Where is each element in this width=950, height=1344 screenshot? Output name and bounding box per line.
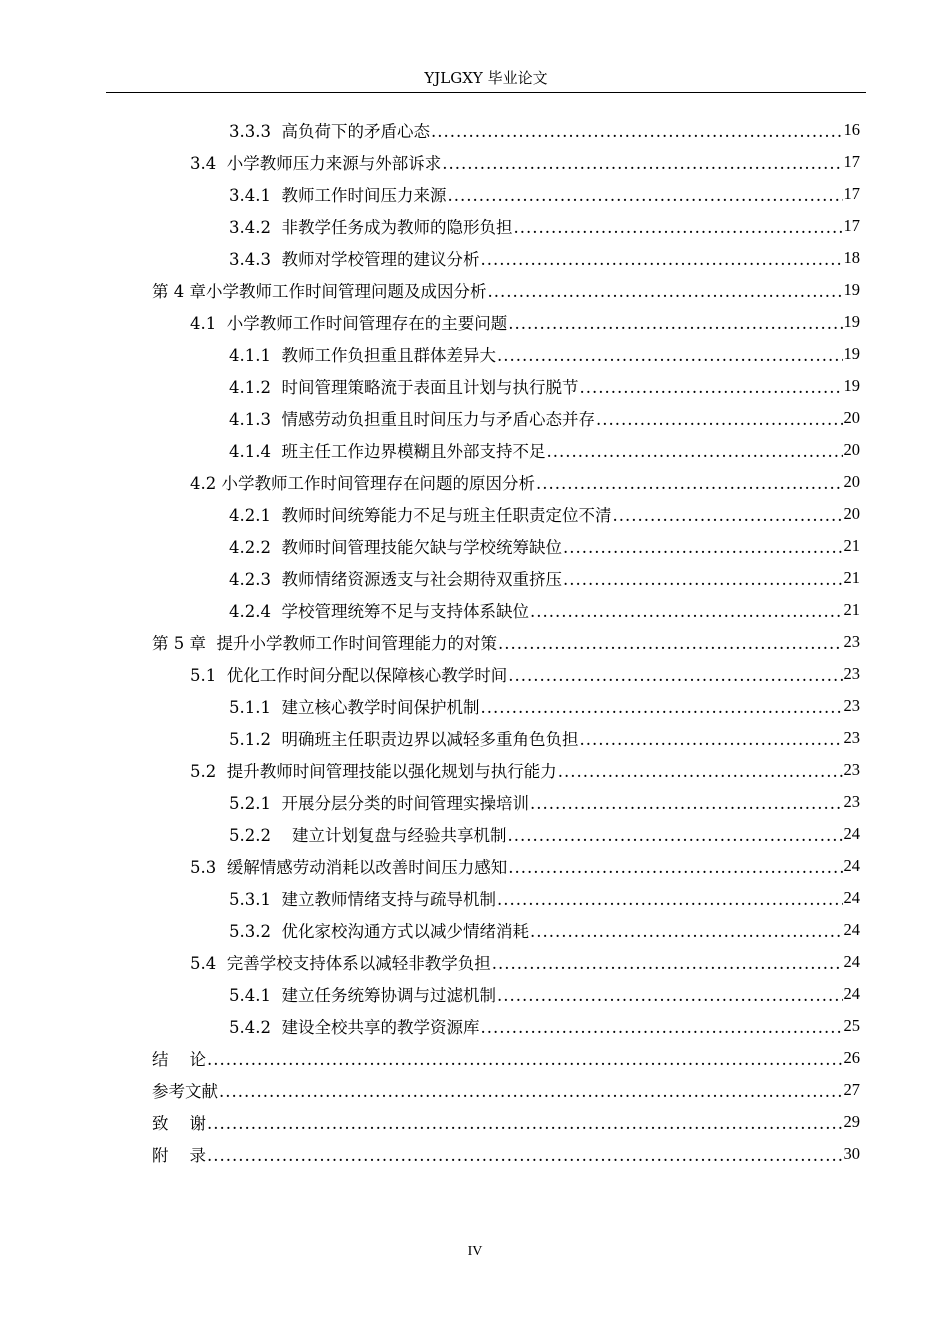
toc-entry[interactable]	[229, 882, 860, 914]
toc-entry-title: 附 录	[152, 1146, 206, 1165]
toc-entry-page-number: 19	[843, 280, 860, 299]
toc-entry-page-number: 23	[843, 728, 860, 747]
toc-dot-leader	[536, 474, 843, 493]
toc-entry-page-number: 30	[843, 1144, 860, 1163]
toc-dot-leader	[530, 922, 843, 941]
toc-entry[interactable]	[190, 658, 860, 690]
toc-entry[interactable]	[229, 370, 860, 402]
toc-dot-leader	[480, 1018, 842, 1037]
toc-dot-leader	[442, 154, 842, 173]
toc-entry-page-number: 23	[843, 664, 860, 683]
toc-entry-title: 3.3.3 高负荷下的矛盾心态	[229, 122, 430, 141]
toc-entry-title: 5.3 缓解情感劳动消耗以改善时间压力感知	[190, 858, 508, 877]
toc-entry[interactable]	[229, 178, 860, 210]
toc-dot-leader	[507, 826, 842, 845]
toc-entry[interactable]	[229, 210, 860, 242]
toc-entry-page-number: 21	[843, 600, 860, 619]
toc-entry-page-number: 23	[843, 792, 860, 811]
toc-dot-leader	[207, 1050, 843, 1069]
toc-dot-leader	[492, 954, 843, 973]
toc-dot-leader	[508, 666, 842, 685]
toc-entry-title: 第 4 章小学教师工作时间管理问题及成因分析	[152, 282, 487, 301]
toc-dot-leader	[431, 122, 843, 141]
toc-dot-leader	[488, 282, 843, 301]
toc-entry[interactable]	[229, 722, 860, 754]
toc-entry-page-number: 20	[843, 440, 860, 459]
toc-entry[interactable]	[229, 562, 860, 594]
toc-entry-page-number: 21	[843, 536, 860, 555]
toc-dot-leader	[497, 890, 843, 909]
toc-entry[interactable]	[229, 338, 860, 370]
toc-entry-title: 5.2.1 开展分层分类的时间管理实操培训	[229, 794, 529, 813]
toc-entry-title: 4.1 小学教师工作时间管理存在的主要问题	[190, 314, 508, 333]
toc-dot-leader	[447, 186, 842, 205]
toc-entry[interactable]	[190, 946, 860, 978]
toc-entry-title: 5.4.2 建设全校共享的教学资源库	[229, 1018, 480, 1037]
toc-dot-leader	[546, 442, 842, 461]
toc-entry[interactable]	[229, 402, 860, 434]
toc-entry[interactable]	[229, 690, 860, 722]
toc-dot-leader	[497, 986, 843, 1005]
toc-entry[interactable]	[152, 274, 860, 306]
toc-entry[interactable]	[190, 466, 860, 498]
toc-entry-page-number: 27	[843, 1080, 860, 1099]
toc-entry-title: 4.1.4 班主任工作边界模糊且外部支持不足	[229, 442, 546, 461]
toc-dot-leader	[207, 1146, 843, 1165]
toc-dot-leader	[508, 858, 842, 877]
toc-dot-leader	[558, 762, 843, 781]
toc-entry-page-number: 25	[843, 1016, 860, 1035]
toc-dot-leader	[579, 378, 842, 397]
toc-dot-leader	[612, 506, 842, 525]
toc-entry-title: 致 谢	[152, 1114, 206, 1133]
toc-entry[interactable]	[229, 242, 860, 274]
toc-entry[interactable]	[229, 978, 860, 1010]
toc-entry-title: 第 5 章 提升小学教师工作时间管理能力的对策	[152, 634, 497, 653]
toc-entry[interactable]	[229, 786, 860, 818]
toc-entry[interactable]	[190, 306, 860, 338]
toc-entry[interactable]	[229, 434, 860, 466]
toc-entry[interactable]	[190, 754, 860, 786]
toc-entry[interactable]	[229, 594, 860, 626]
toc-entry-title: 3.4.2 非教学任务成为教师的隐形负担	[229, 218, 513, 237]
toc-entry-page-number: 17	[843, 216, 860, 235]
page-number: IV	[467, 1244, 483, 1259]
toc-entry-page-number: 19	[843, 312, 860, 331]
toc-entry[interactable]	[229, 530, 860, 562]
toc-entry-page-number: 17	[843, 152, 860, 171]
toc-entry-page-number: 24	[843, 824, 860, 843]
toc-entry-title: 4.2.4 学校管理统筹不足与支持体系缺位	[229, 602, 529, 621]
toc-dot-leader	[508, 314, 842, 333]
toc-dot-leader	[480, 698, 842, 717]
toc-entry-page-number: 24	[843, 920, 860, 939]
toc-entry-title: 5.4 完善学校支持体系以减轻非教学负担	[190, 954, 491, 973]
toc-entry-title: 4.1.2 时间管理策略流于表面且计划与执行脱节	[229, 378, 579, 397]
toc-dot-leader	[579, 730, 842, 749]
toc-entry-title: 4.2.3 教师情绪资源透支与社会期待双重挤压	[229, 570, 562, 589]
toc-dot-leader	[480, 250, 842, 269]
toc-entry[interactable]	[229, 498, 860, 530]
toc-entry-title: 4.2 小学教师工作时间管理存在问题的原因分析	[190, 474, 535, 493]
toc-entry-title: 4.2.1 教师时间统筹能力不足与班主任职责定位不清	[229, 506, 612, 525]
toc-entry-page-number: 21	[843, 568, 860, 587]
toc-entry-page-number: 24	[843, 856, 860, 875]
toc-dot-leader	[497, 346, 843, 365]
toc-dot-leader	[563, 538, 843, 557]
toc-entry-page-number: 18	[843, 248, 860, 267]
toc-entry-page-number: 24	[843, 952, 860, 971]
toc-entry[interactable]	[229, 818, 860, 850]
toc-entry[interactable]	[229, 1010, 860, 1042]
toc-entry-page-number: 23	[843, 760, 860, 779]
toc-entry[interactable]	[190, 146, 860, 178]
toc-entry-title: 参考文献	[152, 1082, 218, 1101]
toc-dot-leader	[563, 570, 843, 589]
toc-entry-page-number: 19	[843, 344, 860, 363]
toc-entry-page-number: 20	[843, 472, 860, 491]
toc-entry-page-number: 23	[843, 696, 860, 715]
toc-dot-leader	[498, 634, 843, 653]
toc-entry-title: 4.1.1 教师工作负担重且群体差异大	[229, 346, 496, 365]
toc-entry-title: 3.4 小学教师压力来源与外部诉求	[190, 154, 442, 173]
toc-dot-leader	[513, 218, 842, 237]
toc-entry-title: 4.1.3 情感劳动负担重且时间压力与矛盾心态并存	[229, 410, 595, 429]
toc-entry-title: 5.3.1 建立教师情绪支持与疏导机制	[229, 890, 496, 909]
toc-dot-leader	[596, 410, 843, 429]
toc-entry-title: 5.3.2 优化家校沟通方式以减少情绪消耗	[229, 922, 529, 941]
toc-dot-leader	[530, 794, 843, 813]
toc-entry-title: 5.1.1 建立核心教学时间保护机制	[229, 698, 480, 717]
toc-entry-page-number: 19	[843, 376, 860, 395]
header-divider	[106, 92, 866, 93]
toc-entry-page-number: 20	[843, 504, 860, 523]
toc-entry-title: 结 论	[152, 1050, 206, 1069]
toc-entry-title: 5.1 优化工作时间分配以保障核心教学时间	[190, 666, 508, 685]
toc-entry[interactable]	[152, 626, 860, 658]
toc-entry-page-number: 29	[843, 1112, 860, 1131]
toc-dot-leader	[219, 1082, 843, 1101]
toc-dot-leader	[207, 1114, 843, 1133]
toc-entry[interactable]	[152, 1042, 860, 1074]
toc-entry-title: 5.2.2 建立计划复盘与经验共享机制	[229, 826, 507, 845]
toc-entry-title: 4.2.2 教师时间管理技能欠缺与学校统筹缺位	[229, 538, 562, 557]
toc-entry-page-number: 24	[843, 888, 860, 907]
toc-entry[interactable]	[152, 1106, 860, 1138]
toc-entry-page-number: 16	[843, 120, 860, 139]
toc-entry[interactable]	[152, 1138, 860, 1170]
toc-entry-page-number: 20	[843, 408, 860, 427]
toc-entry[interactable]	[190, 850, 860, 882]
toc-entry[interactable]	[152, 1074, 860, 1106]
toc-entry-page-number: 23	[843, 632, 860, 651]
toc-dot-leader	[530, 602, 843, 621]
toc-entry-title: 3.4.3 教师对学校管理的建议分析	[229, 250, 480, 269]
toc-entry-title: 3.4.1 教师工作时间压力来源	[229, 186, 447, 205]
toc-entry-title: 5.2 提升教师时间管理技能以强化规划与执行能力	[190, 762, 557, 781]
toc-entry[interactable]	[229, 114, 860, 146]
toc-entry[interactable]	[229, 914, 860, 946]
toc-entry-title: 5.4.1 建立任务统筹协调与过滤机制	[229, 986, 496, 1005]
toc-entry-page-number: 24	[843, 984, 860, 1003]
toc-entry-title: 5.1.2 明确班主任职责边界以减轻多重角色负担	[229, 730, 579, 749]
toc-entry-page-number: 26	[843, 1048, 860, 1067]
toc-entry-page-number: 17	[843, 184, 860, 203]
page-header-title: YJLGXY 毕业论文	[424, 69, 548, 87]
